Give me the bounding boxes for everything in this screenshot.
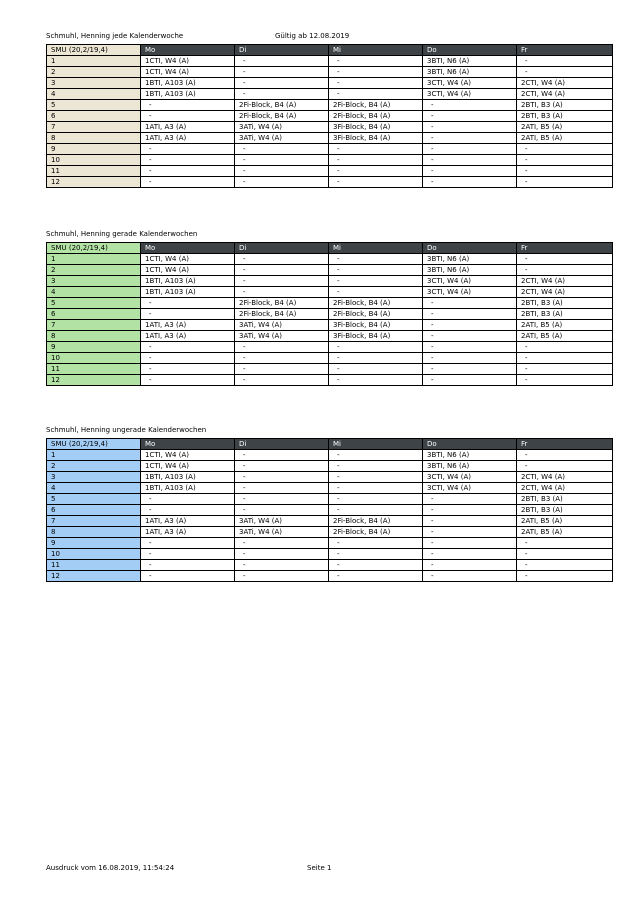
period-number: 10 <box>47 353 141 364</box>
lesson-cell: - <box>235 538 329 549</box>
lesson-cell: - <box>235 155 329 166</box>
lesson-cell: - <box>517 177 613 188</box>
lesson-cell: 1CTI, W4 (A) <box>141 461 235 472</box>
lesson-cell: - <box>423 166 517 177</box>
lesson-cell: - <box>141 494 235 505</box>
lesson-cell: 1ATI, A3 (A) <box>141 516 235 527</box>
lesson-cell: 3ATi, W4 (A) <box>235 516 329 527</box>
lesson-cell: 2Fi-Block, B4 (A) <box>329 516 423 527</box>
lesson-cell: - <box>235 78 329 89</box>
table-row <box>47 450 613 461</box>
day-header-di: Di <box>235 45 329 56</box>
table-row <box>47 89 613 100</box>
page-title: Schmuhl, Henning jede Kalenderwoche <box>46 32 184 40</box>
table-row <box>47 560 613 571</box>
period-number: 9 <box>47 144 141 155</box>
period-number: 12 <box>47 571 141 582</box>
lesson-cell: - <box>423 309 517 320</box>
lesson-cell: 2Fi-Block, B4 (A) <box>329 111 423 122</box>
period-number: 12 <box>47 375 141 386</box>
lesson-cell: - <box>329 461 423 472</box>
lesson-cell: - <box>423 342 517 353</box>
lesson-cell: - <box>423 571 517 582</box>
lesson-cell: - <box>235 571 329 582</box>
lesson-cell: 2Fi-Block, B4 (A) <box>329 298 423 309</box>
lesson-cell: - <box>423 527 517 538</box>
section-title-even: Schmuhl, Henning gerade Kalenderwochen <box>46 230 198 238</box>
lesson-cell: - <box>329 505 423 516</box>
lesson-cell: - <box>423 560 517 571</box>
lesson-cell: 2ATI, B5 (A) <box>517 331 613 342</box>
lesson-cell: - <box>517 254 613 265</box>
teacher-code-header: SMU (20,2/19,4) <box>47 45 141 56</box>
lesson-cell: 1ATI, A3 (A) <box>141 122 235 133</box>
lesson-cell: - <box>329 254 423 265</box>
lesson-cell: - <box>235 364 329 375</box>
lesson-cell: - <box>517 549 613 560</box>
lesson-cell: 3BTI, N6 (A) <box>423 56 517 67</box>
lesson-cell: - <box>235 353 329 364</box>
lesson-cell: 3ATi, W4 (A) <box>235 133 329 144</box>
table-row <box>47 166 613 177</box>
lesson-cell: - <box>235 287 329 298</box>
table-row <box>47 461 613 472</box>
lesson-cell: 1ATI, A3 (A) <box>141 527 235 538</box>
lesson-cell: - <box>423 111 517 122</box>
period-number: 7 <box>47 516 141 527</box>
table-row <box>47 133 613 144</box>
lesson-cell: - <box>517 166 613 177</box>
lesson-cell: - <box>423 494 517 505</box>
lesson-cell: 2BTI, B3 (A) <box>517 494 613 505</box>
lesson-cell: 3ATi, W4 (A) <box>235 122 329 133</box>
lesson-cell: - <box>141 166 235 177</box>
lesson-cell: - <box>423 177 517 188</box>
lesson-cell: 3BTI, N6 (A) <box>423 265 517 276</box>
table-row <box>47 538 613 549</box>
lesson-cell: - <box>423 516 517 527</box>
lesson-cell: - <box>235 67 329 78</box>
lesson-cell: - <box>329 549 423 560</box>
lesson-cell: - <box>517 144 613 155</box>
day-header-do: Do <box>423 45 517 56</box>
lesson-cell: 3CTI, W4 (A) <box>423 276 517 287</box>
lesson-cell: - <box>141 353 235 364</box>
lesson-cell: 2Fi-Block, B4 (A) <box>329 527 423 538</box>
table-header-row <box>47 45 613 56</box>
lesson-cell: 3ATi, W4 (A) <box>235 527 329 538</box>
lesson-cell: - <box>141 111 235 122</box>
lesson-cell: - <box>423 298 517 309</box>
lesson-cell: 3CTI, W4 (A) <box>423 78 517 89</box>
lesson-cell: 1CTI, W4 (A) <box>141 56 235 67</box>
lesson-cell: - <box>235 89 329 100</box>
table-row <box>47 571 613 582</box>
lesson-cell: - <box>517 265 613 276</box>
lesson-cell: 2Fi-Block, B4 (A) <box>329 100 423 111</box>
lesson-cell: - <box>235 265 329 276</box>
lesson-cell: 2BTI, B3 (A) <box>517 111 613 122</box>
period-number: 8 <box>47 331 141 342</box>
lesson-cell: - <box>141 538 235 549</box>
lesson-cell: 2Fi-Block, B4 (A) <box>235 309 329 320</box>
lesson-cell: - <box>235 450 329 461</box>
lesson-cell: 2Fi-Block, B4 (A) <box>235 111 329 122</box>
lesson-cell: - <box>141 364 235 375</box>
lesson-cell: 1BTI, A103 (A) <box>141 472 235 483</box>
table-row <box>47 527 613 538</box>
table-row <box>47 265 613 276</box>
lesson-cell: - <box>235 342 329 353</box>
lesson-cell: - <box>517 353 613 364</box>
lesson-cell: - <box>235 560 329 571</box>
lesson-cell: 2Fi-Block, B4 (A) <box>329 309 423 320</box>
lesson-cell: 2CTI, W4 (A) <box>517 78 613 89</box>
lesson-cell: - <box>329 450 423 461</box>
lesson-cell: 1BTI, A103 (A) <box>141 89 235 100</box>
lesson-cell: - <box>141 309 235 320</box>
period-number: 4 <box>47 89 141 100</box>
lesson-cell: 2ATI, B5 (A) <box>517 320 613 331</box>
lesson-cell: - <box>517 67 613 78</box>
lesson-cell: - <box>329 538 423 549</box>
table-header-row <box>47 439 613 450</box>
period-number: 8 <box>47 527 141 538</box>
lesson-cell: 2Fi-Block, B4 (A) <box>235 298 329 309</box>
table-row <box>47 177 613 188</box>
lesson-cell: - <box>423 549 517 560</box>
table-row <box>47 298 613 309</box>
section-title-odd: Schmuhl, Henning ungerade Kalenderwochen <box>46 426 207 434</box>
lesson-cell: - <box>423 320 517 331</box>
period-number: 7 <box>47 122 141 133</box>
lesson-cell: - <box>329 276 423 287</box>
lesson-cell: 1BTI, A103 (A) <box>141 78 235 89</box>
lesson-cell: 1BTI, A103 (A) <box>141 276 235 287</box>
lesson-cell: - <box>329 89 423 100</box>
lesson-cell: - <box>329 287 423 298</box>
period-number: 11 <box>47 364 141 375</box>
lesson-cell: 3BTI, N6 (A) <box>423 450 517 461</box>
lesson-cell: - <box>423 375 517 386</box>
period-number: 2 <box>47 265 141 276</box>
lesson-cell: 2Fi-Block, B4 (A) <box>235 100 329 111</box>
period-number: 2 <box>47 67 141 78</box>
lesson-cell: 1BTI, A103 (A) <box>141 483 235 494</box>
table-row <box>47 494 613 505</box>
lesson-cell: 3BTI, N6 (A) <box>423 254 517 265</box>
timetable-even-weeks <box>46 242 613 386</box>
lesson-cell: 3ATi, W4 (A) <box>235 320 329 331</box>
table-row <box>47 320 613 331</box>
lesson-cell: - <box>423 122 517 133</box>
lesson-cell: - <box>423 364 517 375</box>
day-header-mo: Mo <box>141 45 235 56</box>
lesson-cell: - <box>141 505 235 516</box>
lesson-cell: - <box>329 56 423 67</box>
table-row <box>47 505 613 516</box>
lesson-cell: 1BTI, A103 (A) <box>141 287 235 298</box>
table-row <box>47 287 613 298</box>
day-header-mi: Mi <box>329 439 423 450</box>
table-row <box>47 483 613 494</box>
period-number: 10 <box>47 155 141 166</box>
lesson-cell: - <box>329 353 423 364</box>
table-row <box>47 549 613 560</box>
period-number: 5 <box>47 494 141 505</box>
lesson-cell: - <box>517 375 613 386</box>
lesson-cell: - <box>329 375 423 386</box>
print-timestamp: Ausdruck vom 16.08.2019, 11:54:24 <box>46 864 175 872</box>
table-row <box>47 516 613 527</box>
table-row <box>47 111 613 122</box>
lesson-cell: - <box>329 177 423 188</box>
lesson-cell: - <box>517 56 613 67</box>
lesson-cell: 2ATI, B5 (A) <box>517 122 613 133</box>
lesson-cell: - <box>329 494 423 505</box>
lesson-cell: 1ATI, A3 (A) <box>141 320 235 331</box>
day-header-fr: Fr <box>517 243 613 254</box>
lesson-cell: 1CTI, W4 (A) <box>141 450 235 461</box>
lesson-cell: 2CTI, W4 (A) <box>517 483 613 494</box>
lesson-cell: 3CTI, W4 (A) <box>423 483 517 494</box>
lesson-cell: 3ATi, W4 (A) <box>235 331 329 342</box>
period-number: 7 <box>47 320 141 331</box>
lesson-cell: - <box>141 342 235 353</box>
lesson-cell: - <box>329 155 423 166</box>
lesson-cell: - <box>517 538 613 549</box>
table-row <box>47 144 613 155</box>
lesson-cell: - <box>329 342 423 353</box>
lesson-cell: 1ATI, A3 (A) <box>141 331 235 342</box>
lesson-cell: - <box>423 155 517 166</box>
lesson-cell: 1CTI, W4 (A) <box>141 67 235 78</box>
day-header-do: Do <box>423 243 517 254</box>
period-number: 9 <box>47 538 141 549</box>
period-number: 1 <box>47 254 141 265</box>
period-number: 6 <box>47 309 141 320</box>
timetable-every-week <box>46 44 613 188</box>
lesson-cell: - <box>235 144 329 155</box>
lesson-cell: - <box>329 472 423 483</box>
table-row <box>47 353 613 364</box>
lesson-cell: - <box>235 254 329 265</box>
lesson-cell: 1CTI, W4 (A) <box>141 254 235 265</box>
period-number: 3 <box>47 276 141 287</box>
lesson-cell: 3BTI, N6 (A) <box>423 67 517 78</box>
lesson-cell: 2CTI, W4 (A) <box>517 472 613 483</box>
lesson-cell: - <box>329 166 423 177</box>
lesson-cell: - <box>141 144 235 155</box>
lesson-cell: 2CTI, W4 (A) <box>517 89 613 100</box>
lesson-cell: - <box>141 298 235 309</box>
lesson-cell: - <box>423 331 517 342</box>
teacher-code-header: SMU (20,2/19,4) <box>47 439 141 450</box>
lesson-cell: - <box>141 100 235 111</box>
day-header-do: Do <box>423 439 517 450</box>
table-row <box>47 331 613 342</box>
lesson-cell: 2ATI, B5 (A) <box>517 133 613 144</box>
lesson-cell: - <box>141 549 235 560</box>
lesson-cell: 1ATI, A3 (A) <box>141 133 235 144</box>
table-row <box>47 78 613 89</box>
lesson-cell: 3CTI, W4 (A) <box>423 472 517 483</box>
day-header-di: Di <box>235 439 329 450</box>
lesson-cell: - <box>423 538 517 549</box>
period-number: 3 <box>47 472 141 483</box>
period-number: 11 <box>47 166 141 177</box>
period-number: 1 <box>47 450 141 461</box>
lesson-cell: - <box>517 571 613 582</box>
lesson-cell: 1CTI, W4 (A) <box>141 265 235 276</box>
lesson-cell: 2CTI, W4 (A) <box>517 276 613 287</box>
lesson-cell: 2BTI, B3 (A) <box>517 100 613 111</box>
lesson-cell: - <box>235 483 329 494</box>
day-header-mo: Mo <box>141 243 235 254</box>
period-number: 3 <box>47 78 141 89</box>
lesson-cell: - <box>329 144 423 155</box>
lesson-cell: - <box>517 450 613 461</box>
lesson-cell: - <box>235 276 329 287</box>
lesson-cell: - <box>423 144 517 155</box>
table-row <box>47 122 613 133</box>
period-number: 1 <box>47 56 141 67</box>
lesson-cell: 2BTI, B3 (A) <box>517 309 613 320</box>
table-row <box>47 155 613 166</box>
lesson-cell: - <box>329 265 423 276</box>
day-header-fr: Fr <box>517 45 613 56</box>
table-row <box>47 100 613 111</box>
lesson-cell: 3Fi-Block, B4 (A) <box>329 122 423 133</box>
period-number: 5 <box>47 298 141 309</box>
table-header-row <box>47 243 613 254</box>
lesson-cell: 2ATI, B5 (A) <box>517 516 613 527</box>
lesson-cell: - <box>141 155 235 166</box>
lesson-cell: 3Fi-Block, B4 (A) <box>329 133 423 144</box>
lesson-cell: 3BTI, N6 (A) <box>423 461 517 472</box>
lesson-cell: - <box>141 571 235 582</box>
lesson-cell: - <box>141 560 235 571</box>
lesson-cell: 2ATI, B5 (A) <box>517 527 613 538</box>
lesson-cell: - <box>517 560 613 571</box>
lesson-cell: - <box>235 494 329 505</box>
table-row <box>47 342 613 353</box>
period-number: 5 <box>47 100 141 111</box>
table-row <box>47 254 613 265</box>
lesson-cell: - <box>235 56 329 67</box>
period-number: 4 <box>47 483 141 494</box>
day-header-mi: Mi <box>329 243 423 254</box>
lesson-cell: 3Fi-Block, B4 (A) <box>329 320 423 331</box>
lesson-cell: - <box>517 342 613 353</box>
period-number: 9 <box>47 342 141 353</box>
lesson-cell: - <box>423 133 517 144</box>
lesson-cell: 3CTI, W4 (A) <box>423 89 517 100</box>
period-number: 11 <box>47 560 141 571</box>
lesson-cell: - <box>235 461 329 472</box>
lesson-cell: - <box>517 461 613 472</box>
day-header-mo: Mo <box>141 439 235 450</box>
lesson-cell: 3Fi-Block, B4 (A) <box>329 331 423 342</box>
lesson-cell: - <box>329 78 423 89</box>
lesson-cell: 3CTI, W4 (A) <box>423 287 517 298</box>
lesson-cell: - <box>141 375 235 386</box>
lesson-cell: - <box>517 155 613 166</box>
lesson-cell: 2CTI, W4 (A) <box>517 287 613 298</box>
lesson-cell: 2BTI, B3 (A) <box>517 298 613 309</box>
period-number: 10 <box>47 549 141 560</box>
lesson-cell: - <box>235 549 329 560</box>
teacher-code-header: SMU (20,2/19,4) <box>47 243 141 254</box>
lesson-cell: 2BTI, B3 (A) <box>517 505 613 516</box>
table-row <box>47 56 613 67</box>
lesson-cell: - <box>329 560 423 571</box>
period-number: 8 <box>47 133 141 144</box>
lesson-cell: - <box>329 67 423 78</box>
lesson-cell: - <box>517 364 613 375</box>
lesson-cell: - <box>235 505 329 516</box>
day-header-di: Di <box>235 243 329 254</box>
day-header-mi: Mi <box>329 45 423 56</box>
lesson-cell: - <box>329 483 423 494</box>
period-number: 2 <box>47 461 141 472</box>
lesson-cell: - <box>423 505 517 516</box>
valid-from-label: Gültig ab 12.08.2019 <box>275 32 350 40</box>
table-row <box>47 309 613 320</box>
period-number: 12 <box>47 177 141 188</box>
lesson-cell: - <box>329 571 423 582</box>
lesson-cell: - <box>235 166 329 177</box>
lesson-cell: - <box>235 472 329 483</box>
table-row <box>47 472 613 483</box>
table-row <box>47 67 613 78</box>
period-number: 4 <box>47 287 141 298</box>
lesson-cell: - <box>235 177 329 188</box>
page-number: Seite 1 <box>307 864 332 872</box>
day-header-fr: Fr <box>517 439 613 450</box>
table-row <box>47 364 613 375</box>
lesson-cell: - <box>423 353 517 364</box>
timetable-odd-weeks <box>46 438 613 582</box>
lesson-cell: - <box>235 375 329 386</box>
lesson-cell: - <box>329 364 423 375</box>
period-number: 6 <box>47 111 141 122</box>
lesson-cell: - <box>423 100 517 111</box>
table-row <box>47 375 613 386</box>
table-row <box>47 276 613 287</box>
lesson-cell: - <box>141 177 235 188</box>
period-number: 6 <box>47 505 141 516</box>
